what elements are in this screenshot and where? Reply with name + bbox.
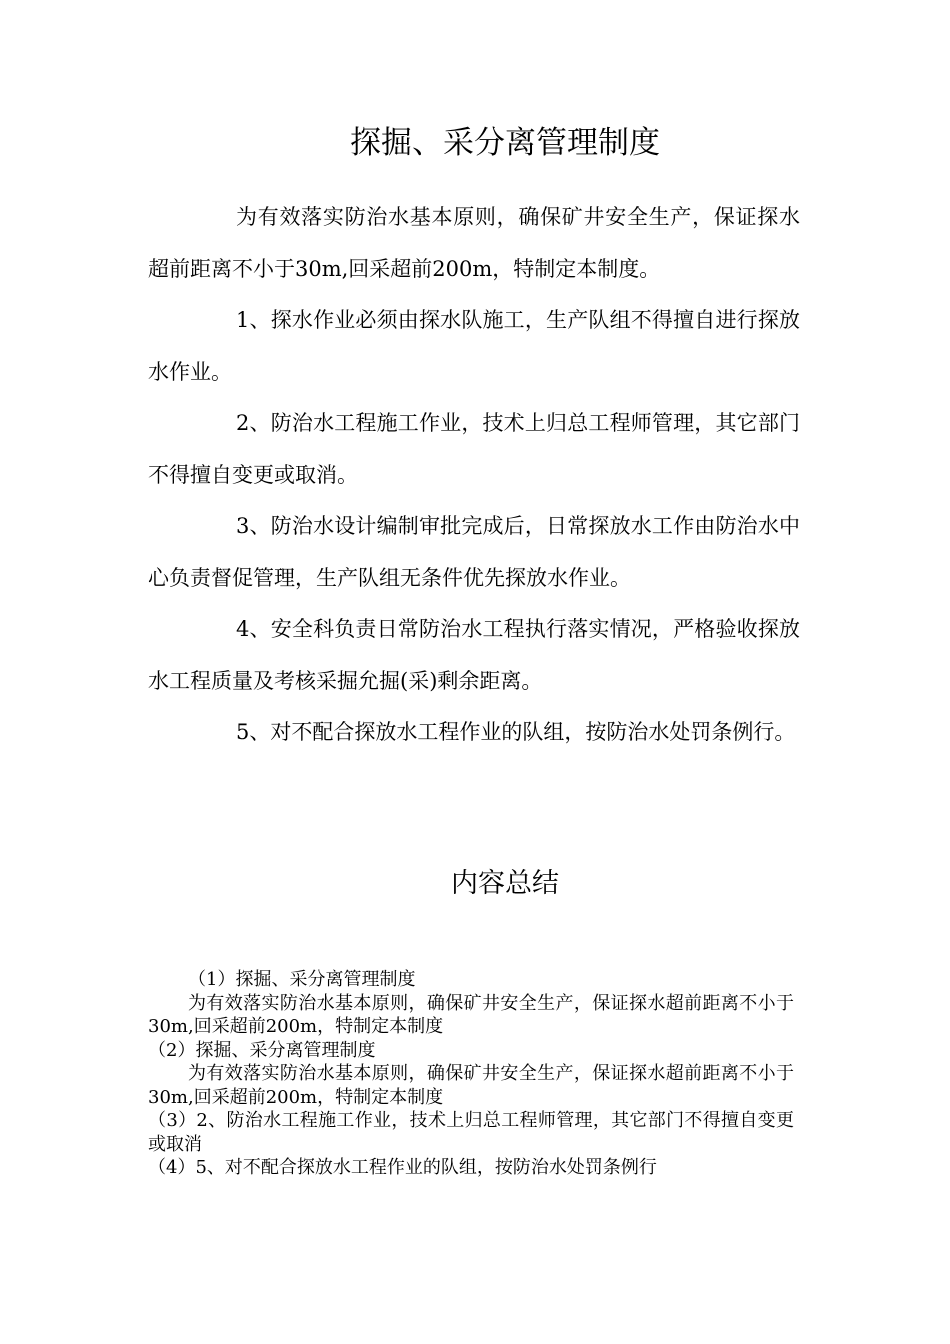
summary-title: 内容总结 [451,868,559,899]
rule-paragraph-3: 3、防治水设计编制审批完成后，日常探放水工作由防治水中心负责督促管理，生产队组无条件优先探放水作业。 [148,514,800,590]
summary-item-3: （3）2、防治水工程施工作业，技术上归总工程师管理，其它部门不得擅自变更或取消 [148,1110,794,1155]
summary-item-4: （4）5、对不配合探放水工程作业的队组，按防治水处罚条例行 [148,1157,657,1178]
rule-paragraph-2: 2、防治水工程施工作业，技术上归总工程师管理，其它部门不得擅自变更或取消。 [148,411,800,487]
summary-item-2: （2）探掘、采分离管理制度 [148,1039,376,1061]
rule-paragraph-4: 4、安全科负责日常防治水工程执行落实情况，严格验收探放水工程质量及考核采掘允掘(采)剩余距离。 [148,617,800,693]
summary-list [148,968,794,1180]
intro-paragraph: 为有效落实防治水基本原则，确保矿井安全生产，保证探水超前距离不小于30m,回采超前200m，特制定本制度。 [148,205,800,281]
rule-paragraph-5: 5、对不配合探放水工程作业的队组，按防治水处罚条例行。 [236,720,796,744]
document-body [148,192,800,759]
rule-paragraph-1: 1、探水作业必须由探水队施工，生产队组不得擅自进行探放水作业。 [148,308,800,384]
document-title: 探掘、采分离管理制度 [350,125,660,161]
summary-item-1: （1）探掘、采分离管理制度 [188,969,416,990]
summary-item-2-text: 为有效落实防治水基本原则，确保矿井安全生产，保证探水超前距离不小于30m,回采超前200m，特制定本制度 [148,1063,794,1108]
summary-item-1-text: 为有效落实防治水基本原则，确保矿井安全生产，保证探水超前距离不小于30m,回采超前200m，特制定本制度 [148,992,794,1037]
